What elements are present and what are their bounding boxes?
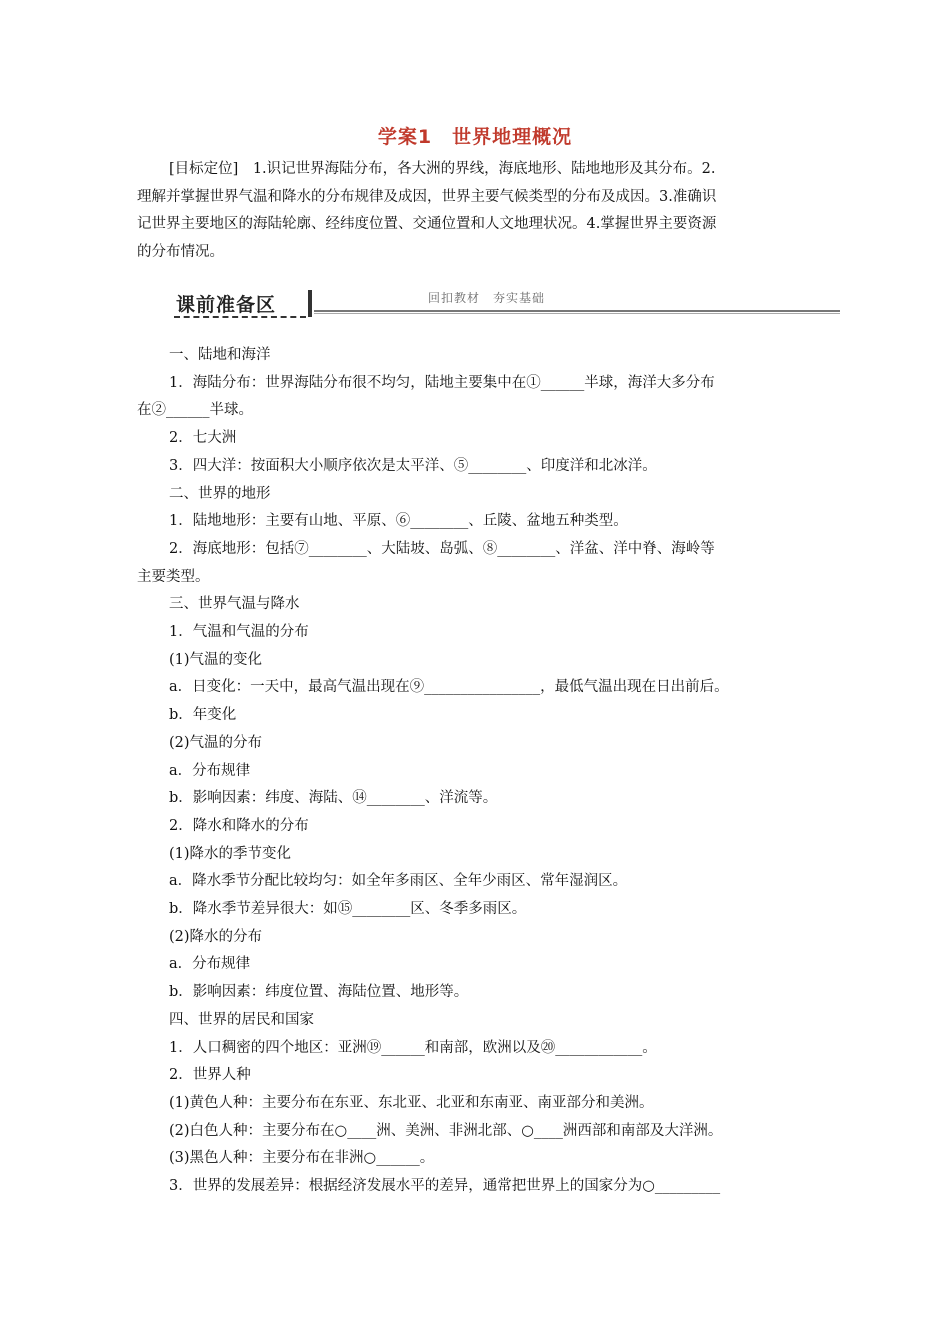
worksheet-line: 1．陆地地形：主要有山地、平原、⑥________、丘陵、盆地五种类型。 xyxy=(169,513,628,530)
worksheet-line: 2．世界人种 xyxy=(169,1067,251,1084)
banner-rule xyxy=(314,310,840,312)
banner-label: 课前准备区 xyxy=(176,294,277,316)
worksheet-line: (2)降水的分布 xyxy=(169,928,263,945)
worksheet-line: a．日变化：一天中，最高气温出现在⑨________________，最低气温出现在日出前后。 xyxy=(169,679,729,696)
worksheet-line: (3)黑色人种：主要分布在非洲○______。 xyxy=(169,1150,435,1167)
worksheet-line: (2)气温的分布 xyxy=(169,734,263,751)
objective-paragraph xyxy=(137,156,817,266)
worksheet-line: 主要类型。 xyxy=(137,568,210,585)
banner-divider-bar xyxy=(308,290,312,317)
worksheet-line: b．影响因素：纬度位置、海陆位置、地形等。 xyxy=(169,984,469,1001)
worksheet-line: 一、陆地和海洋 xyxy=(169,347,271,363)
worksheet-line: 1．海陆分布：世界海陆分布很不均匀，陆地主要集中在①______半球，海洋大多分布 xyxy=(169,374,715,391)
worksheet-line: b．年变化 xyxy=(169,707,237,724)
worksheet-line: a．分布规律 xyxy=(169,956,251,973)
worksheet-line: 2．七大洲 xyxy=(169,430,237,447)
objective-line: 理解并掌握世界气温和降水的分布规律及成因，世界主要气候类型的分布及成因。3.准确识 xyxy=(137,188,717,205)
worksheet-line: (1)降水的季节变化 xyxy=(169,845,292,862)
worksheet-line: (2)白色人种：主要分布在○____洲、美洲、非洲北部、○____洲西部和南部及大洋洲。 xyxy=(169,1122,723,1139)
worksheet-line: b．降水季节差异很大：如⑮________区、冬季多雨区。 xyxy=(169,901,527,918)
page-title: 学案1 世界地理概况 xyxy=(377,126,573,148)
objective-line: 记世界主要地区的海陆轮廓、经纬度位置、交通位置和人文地理状况。4.掌握世界主要资源 xyxy=(137,216,717,232)
worksheet-line: a．降水季节分配比较均匀：如全年多雨区、全年少雨区、常年湿润区。 xyxy=(169,873,628,890)
objective-line: [目标定位] 1.识记世界海陆分布，各大洲的界线，海底地形、陆地地形及其分布。2. xyxy=(169,161,716,177)
worksheet-line: 三、世界气温与降水 xyxy=(169,596,300,613)
worksheet-line: 2．海底地形：包括⑦________、大陆坡、岛弧、⑧________、洋盆、洋中脊、海岭等 xyxy=(169,540,715,557)
worksheet-line: 1．人口稠密的四个地区：亚洲⑲______和南部，欧洲以及⑳____________。 xyxy=(169,1039,657,1056)
worksheet-line: a．分布规律 xyxy=(169,762,251,779)
worksheet-line: (1)黄色人种：主要分布在东亚、东北亚、北亚和东南亚、南亚部分和美洲。 xyxy=(169,1094,654,1111)
objective-line: 的分布情况。 xyxy=(137,243,224,260)
worksheet-line: 1．气温和气温的分布 xyxy=(169,624,309,641)
banner-motto: 回扣教材 夯实基础 xyxy=(428,291,546,305)
worksheet-line: 3．世界的发展差异：根据经济发展水平的差异，通常把世界上的国家分为○_________ xyxy=(169,1178,721,1195)
banner-rule-thin xyxy=(314,313,840,314)
worksheet-line: 二、世界的地形 xyxy=(169,485,271,502)
banner-dashed-underline xyxy=(174,316,306,318)
worksheet-line: 2．降水和降水的分布 xyxy=(169,817,309,834)
section-banner xyxy=(170,286,840,320)
worksheet-body xyxy=(137,342,817,1201)
worksheet-line: b．影响因素：纬度、海陆、⑭________、洋流等。 xyxy=(169,790,498,807)
worksheet-line: 四、世界的居民和国家 xyxy=(169,1011,314,1028)
worksheet-line: 3．四大洋：按面积大小顺序依次是太平洋、⑤________、印度洋和北冰洋。 xyxy=(169,457,657,474)
worksheet-line: (1)气温的变化 xyxy=(169,651,263,668)
worksheet-line: 在②______半球。 xyxy=(137,402,253,419)
